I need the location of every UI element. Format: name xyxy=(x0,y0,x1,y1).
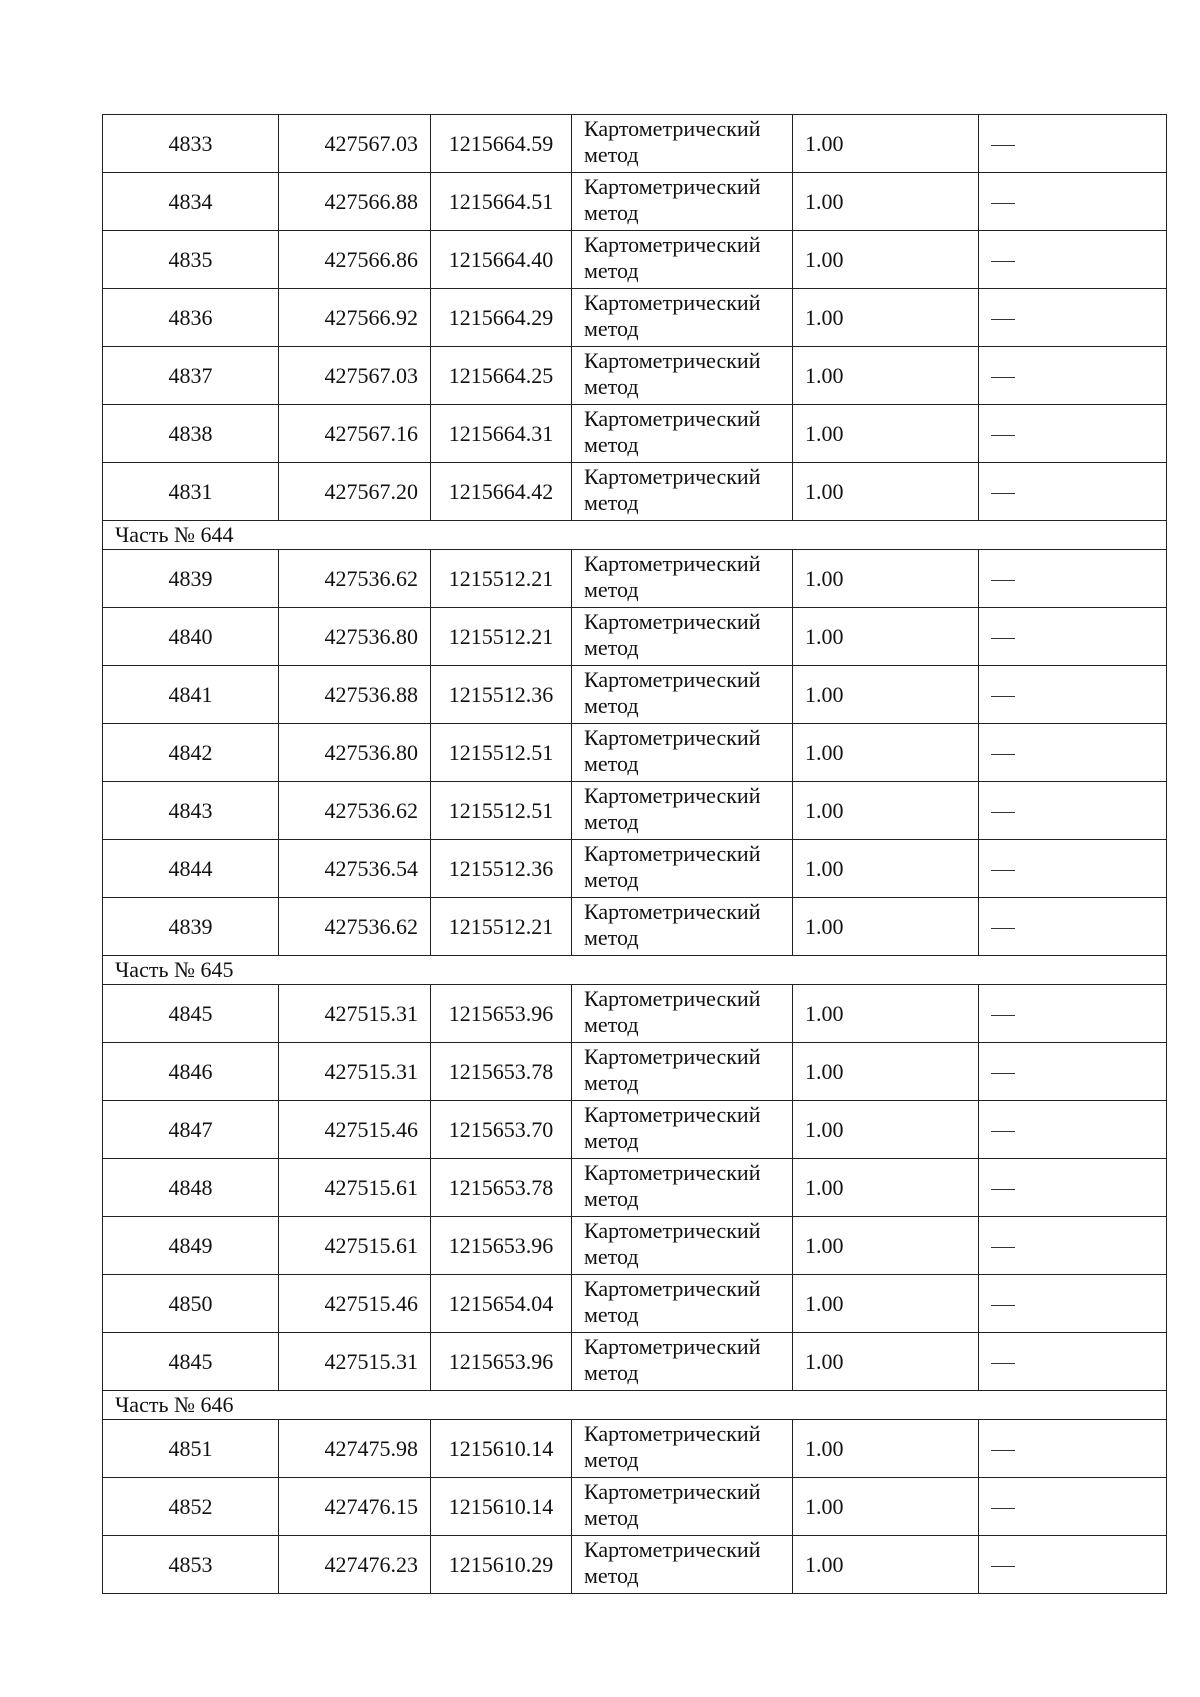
method-cell: Картометрический метод xyxy=(572,608,793,666)
dash-mark xyxy=(991,319,1015,320)
y-coordinate-cell: 1215653.70 xyxy=(431,1101,572,1159)
description-cell xyxy=(979,347,1167,405)
table-row xyxy=(103,1420,1167,1478)
method-cell: Картометрический метод xyxy=(572,898,793,956)
method-cell: Картометрический метод xyxy=(572,724,793,782)
y-coordinate-cell: 1215610.14 xyxy=(431,1420,572,1478)
table-row xyxy=(103,1275,1167,1333)
x-coordinate-cell: 427536.80 xyxy=(279,724,431,782)
dash-mark xyxy=(991,870,1015,871)
y-coordinate-cell: 1215512.36 xyxy=(431,840,572,898)
table-row xyxy=(103,1536,1167,1594)
x-coordinate-cell: 427515.31 xyxy=(279,985,431,1043)
y-coordinate-cell: 1215512.21 xyxy=(431,898,572,956)
method-cell: Картометрический метод xyxy=(572,1478,793,1536)
description-cell xyxy=(979,1159,1167,1217)
description-cell xyxy=(979,985,1167,1043)
y-coordinate-cell: 1215512.21 xyxy=(431,608,572,666)
part-header-row xyxy=(103,521,1167,550)
method-cell: Картометрический метод xyxy=(572,666,793,724)
dash-mark xyxy=(991,1247,1015,1248)
accuracy-cell: 1.00 xyxy=(793,405,979,463)
accuracy-cell: 1.00 xyxy=(793,724,979,782)
point-number-cell: 4847 xyxy=(103,1101,279,1159)
table-row xyxy=(103,463,1167,521)
y-coordinate-cell: 1215610.29 xyxy=(431,1536,572,1594)
point-number-cell: 4842 xyxy=(103,724,279,782)
y-coordinate-cell: 1215512.51 xyxy=(431,724,572,782)
coordinates-table-body xyxy=(103,115,1167,1594)
x-coordinate-cell: 427566.86 xyxy=(279,231,431,289)
point-number-cell: 4839 xyxy=(103,550,279,608)
description-cell xyxy=(979,1478,1167,1536)
accuracy-cell: 1.00 xyxy=(793,173,979,231)
point-number-cell: 4837 xyxy=(103,347,279,405)
x-coordinate-cell: 427567.20 xyxy=(279,463,431,521)
description-cell xyxy=(979,1275,1167,1333)
x-coordinate-cell: 427536.54 xyxy=(279,840,431,898)
x-coordinate-cell: 427515.31 xyxy=(279,1043,431,1101)
table-row xyxy=(103,1101,1167,1159)
x-coordinate-cell: 427536.80 xyxy=(279,608,431,666)
description-cell xyxy=(979,1217,1167,1275)
accuracy-cell: 1.00 xyxy=(793,347,979,405)
point-number-cell: 4849 xyxy=(103,1217,279,1275)
point-number-cell: 4844 xyxy=(103,840,279,898)
y-coordinate-cell: 1215664.29 xyxy=(431,289,572,347)
method-cell: Картометрический метод xyxy=(572,1333,793,1391)
table-row xyxy=(103,898,1167,956)
table-row xyxy=(103,1333,1167,1391)
accuracy-cell: 1.00 xyxy=(793,231,979,289)
point-number-cell: 4831 xyxy=(103,463,279,521)
y-coordinate-cell: 1215664.42 xyxy=(431,463,572,521)
y-coordinate-cell: 1215664.59 xyxy=(431,115,572,173)
method-cell: Картометрический метод xyxy=(572,1536,793,1594)
description-cell xyxy=(979,840,1167,898)
point-number-cell: 4848 xyxy=(103,1159,279,1217)
accuracy-cell: 1.00 xyxy=(793,1217,979,1275)
method-cell: Картометрический метод xyxy=(572,173,793,231)
description-cell xyxy=(979,1043,1167,1101)
accuracy-cell: 1.00 xyxy=(793,985,979,1043)
description-cell xyxy=(979,1333,1167,1391)
point-number-cell: 4850 xyxy=(103,1275,279,1333)
x-coordinate-cell: 427476.15 xyxy=(279,1478,431,1536)
coordinates-table xyxy=(102,114,1167,1594)
point-number-cell: 4834 xyxy=(103,173,279,231)
method-cell: Картометрический метод xyxy=(572,231,793,289)
x-coordinate-cell: 427515.46 xyxy=(279,1101,431,1159)
dash-mark xyxy=(991,1305,1015,1306)
part-label: Часть № 646 xyxy=(103,1391,1167,1420)
point-number-cell: 4836 xyxy=(103,289,279,347)
accuracy-cell: 1.00 xyxy=(793,666,979,724)
accuracy-cell: 1.00 xyxy=(793,1478,979,1536)
y-coordinate-cell: 1215654.04 xyxy=(431,1275,572,1333)
point-number-cell: 4853 xyxy=(103,1536,279,1594)
dash-mark xyxy=(991,1566,1015,1567)
dash-mark xyxy=(991,1189,1015,1190)
point-number-cell: 4840 xyxy=(103,608,279,666)
method-cell: Картометрический метод xyxy=(572,463,793,521)
point-number-cell: 4851 xyxy=(103,1420,279,1478)
y-coordinate-cell: 1215512.36 xyxy=(431,666,572,724)
dash-mark xyxy=(991,1450,1015,1451)
point-number-cell: 4838 xyxy=(103,405,279,463)
dash-mark xyxy=(991,377,1015,378)
table-row xyxy=(103,666,1167,724)
y-coordinate-cell: 1215512.21 xyxy=(431,550,572,608)
accuracy-cell: 1.00 xyxy=(793,289,979,347)
point-number-cell: 4833 xyxy=(103,115,279,173)
description-cell xyxy=(979,1420,1167,1478)
table-row xyxy=(103,550,1167,608)
method-cell: Картометрический метод xyxy=(572,1159,793,1217)
point-number-cell: 4843 xyxy=(103,782,279,840)
x-coordinate-cell: 427567.03 xyxy=(279,347,431,405)
point-number-cell: 4845 xyxy=(103,1333,279,1391)
method-cell: Картометрический метод xyxy=(572,405,793,463)
x-coordinate-cell: 427566.92 xyxy=(279,289,431,347)
method-cell: Картометрический метод xyxy=(572,1217,793,1275)
dash-mark xyxy=(991,493,1015,494)
accuracy-cell: 1.00 xyxy=(793,1043,979,1101)
y-coordinate-cell: 1215664.51 xyxy=(431,173,572,231)
table-row xyxy=(103,608,1167,666)
method-cell: Картометрический метод xyxy=(572,1043,793,1101)
table-row xyxy=(103,1217,1167,1275)
description-cell xyxy=(979,173,1167,231)
table-row xyxy=(103,840,1167,898)
table-row xyxy=(103,289,1167,347)
description-cell xyxy=(979,724,1167,782)
y-coordinate-cell: 1215664.31 xyxy=(431,405,572,463)
x-coordinate-cell: 427536.62 xyxy=(279,898,431,956)
dash-mark xyxy=(991,812,1015,813)
method-cell: Картометрический метод xyxy=(572,1420,793,1478)
description-cell xyxy=(979,115,1167,173)
x-coordinate-cell: 427566.88 xyxy=(279,173,431,231)
x-coordinate-cell: 427536.88 xyxy=(279,666,431,724)
dash-mark xyxy=(991,261,1015,262)
method-cell: Картометрический метод xyxy=(572,985,793,1043)
method-cell: Картометрический метод xyxy=(572,115,793,173)
accuracy-cell: 1.00 xyxy=(793,463,979,521)
part-header-row xyxy=(103,956,1167,985)
description-cell xyxy=(979,550,1167,608)
table-row xyxy=(103,347,1167,405)
table-row xyxy=(103,1159,1167,1217)
y-coordinate-cell: 1215653.78 xyxy=(431,1159,572,1217)
description-cell xyxy=(979,405,1167,463)
method-cell: Картометрический метод xyxy=(572,289,793,347)
dash-mark xyxy=(991,435,1015,436)
x-coordinate-cell: 427515.61 xyxy=(279,1217,431,1275)
x-coordinate-cell: 427515.61 xyxy=(279,1159,431,1217)
table-row xyxy=(103,985,1167,1043)
accuracy-cell: 1.00 xyxy=(793,115,979,173)
point-number-cell: 4852 xyxy=(103,1478,279,1536)
accuracy-cell: 1.00 xyxy=(793,782,979,840)
table-row xyxy=(103,1478,1167,1536)
description-cell xyxy=(979,782,1167,840)
description-cell xyxy=(979,898,1167,956)
accuracy-cell: 1.00 xyxy=(793,1333,979,1391)
table-row xyxy=(103,782,1167,840)
description-cell xyxy=(979,666,1167,724)
y-coordinate-cell: 1215664.25 xyxy=(431,347,572,405)
x-coordinate-cell: 427515.46 xyxy=(279,1275,431,1333)
method-cell: Картометрический метод xyxy=(572,550,793,608)
y-coordinate-cell: 1215653.78 xyxy=(431,1043,572,1101)
table-row xyxy=(103,231,1167,289)
y-coordinate-cell: 1215512.51 xyxy=(431,782,572,840)
dash-mark xyxy=(991,754,1015,755)
point-number-cell: 4846 xyxy=(103,1043,279,1101)
dash-mark xyxy=(991,696,1015,697)
method-cell: Картометрический метод xyxy=(572,1101,793,1159)
x-coordinate-cell: 427476.23 xyxy=(279,1536,431,1594)
method-cell: Картометрический метод xyxy=(572,840,793,898)
dash-mark xyxy=(991,928,1015,929)
dash-mark xyxy=(991,580,1015,581)
table-row xyxy=(103,405,1167,463)
dash-mark xyxy=(991,1363,1015,1364)
accuracy-cell: 1.00 xyxy=(793,840,979,898)
table-row xyxy=(103,115,1167,173)
description-cell xyxy=(979,1536,1167,1594)
dash-mark xyxy=(991,203,1015,204)
accuracy-cell: 1.00 xyxy=(793,1101,979,1159)
description-cell xyxy=(979,463,1167,521)
accuracy-cell: 1.00 xyxy=(793,1536,979,1594)
x-coordinate-cell: 427515.31 xyxy=(279,1333,431,1391)
y-coordinate-cell: 1215653.96 xyxy=(431,985,572,1043)
dash-mark xyxy=(991,145,1015,146)
point-number-cell: 4845 xyxy=(103,985,279,1043)
accuracy-cell: 1.00 xyxy=(793,1420,979,1478)
accuracy-cell: 1.00 xyxy=(793,1159,979,1217)
description-cell xyxy=(979,289,1167,347)
accuracy-cell: 1.00 xyxy=(793,608,979,666)
x-coordinate-cell: 427536.62 xyxy=(279,550,431,608)
accuracy-cell: 1.00 xyxy=(793,1275,979,1333)
part-label: Часть № 645 xyxy=(103,956,1167,985)
method-cell: Картометрический метод xyxy=(572,1275,793,1333)
description-cell xyxy=(979,231,1167,289)
point-number-cell: 4841 xyxy=(103,666,279,724)
point-number-cell: 4835 xyxy=(103,231,279,289)
dash-mark xyxy=(991,638,1015,639)
x-coordinate-cell: 427567.03 xyxy=(279,115,431,173)
dash-mark xyxy=(991,1015,1015,1016)
y-coordinate-cell: 1215653.96 xyxy=(431,1217,572,1275)
dash-mark xyxy=(991,1131,1015,1132)
x-coordinate-cell: 427536.62 xyxy=(279,782,431,840)
part-header-row xyxy=(103,1391,1167,1420)
part-label: Часть № 644 xyxy=(103,521,1167,550)
dash-mark xyxy=(991,1508,1015,1509)
table-row xyxy=(103,724,1167,782)
y-coordinate-cell: 1215610.14 xyxy=(431,1478,572,1536)
point-number-cell: 4839 xyxy=(103,898,279,956)
method-cell: Картометрический метод xyxy=(572,347,793,405)
x-coordinate-cell: 427567.16 xyxy=(279,405,431,463)
accuracy-cell: 1.00 xyxy=(793,550,979,608)
y-coordinate-cell: 1215664.40 xyxy=(431,231,572,289)
accuracy-cell: 1.00 xyxy=(793,898,979,956)
description-cell xyxy=(979,1101,1167,1159)
y-coordinate-cell: 1215653.96 xyxy=(431,1333,572,1391)
x-coordinate-cell: 427475.98 xyxy=(279,1420,431,1478)
method-cell: Картометрический метод xyxy=(572,782,793,840)
table-row xyxy=(103,1043,1167,1101)
table-row xyxy=(103,173,1167,231)
description-cell xyxy=(979,608,1167,666)
dash-mark xyxy=(991,1073,1015,1074)
